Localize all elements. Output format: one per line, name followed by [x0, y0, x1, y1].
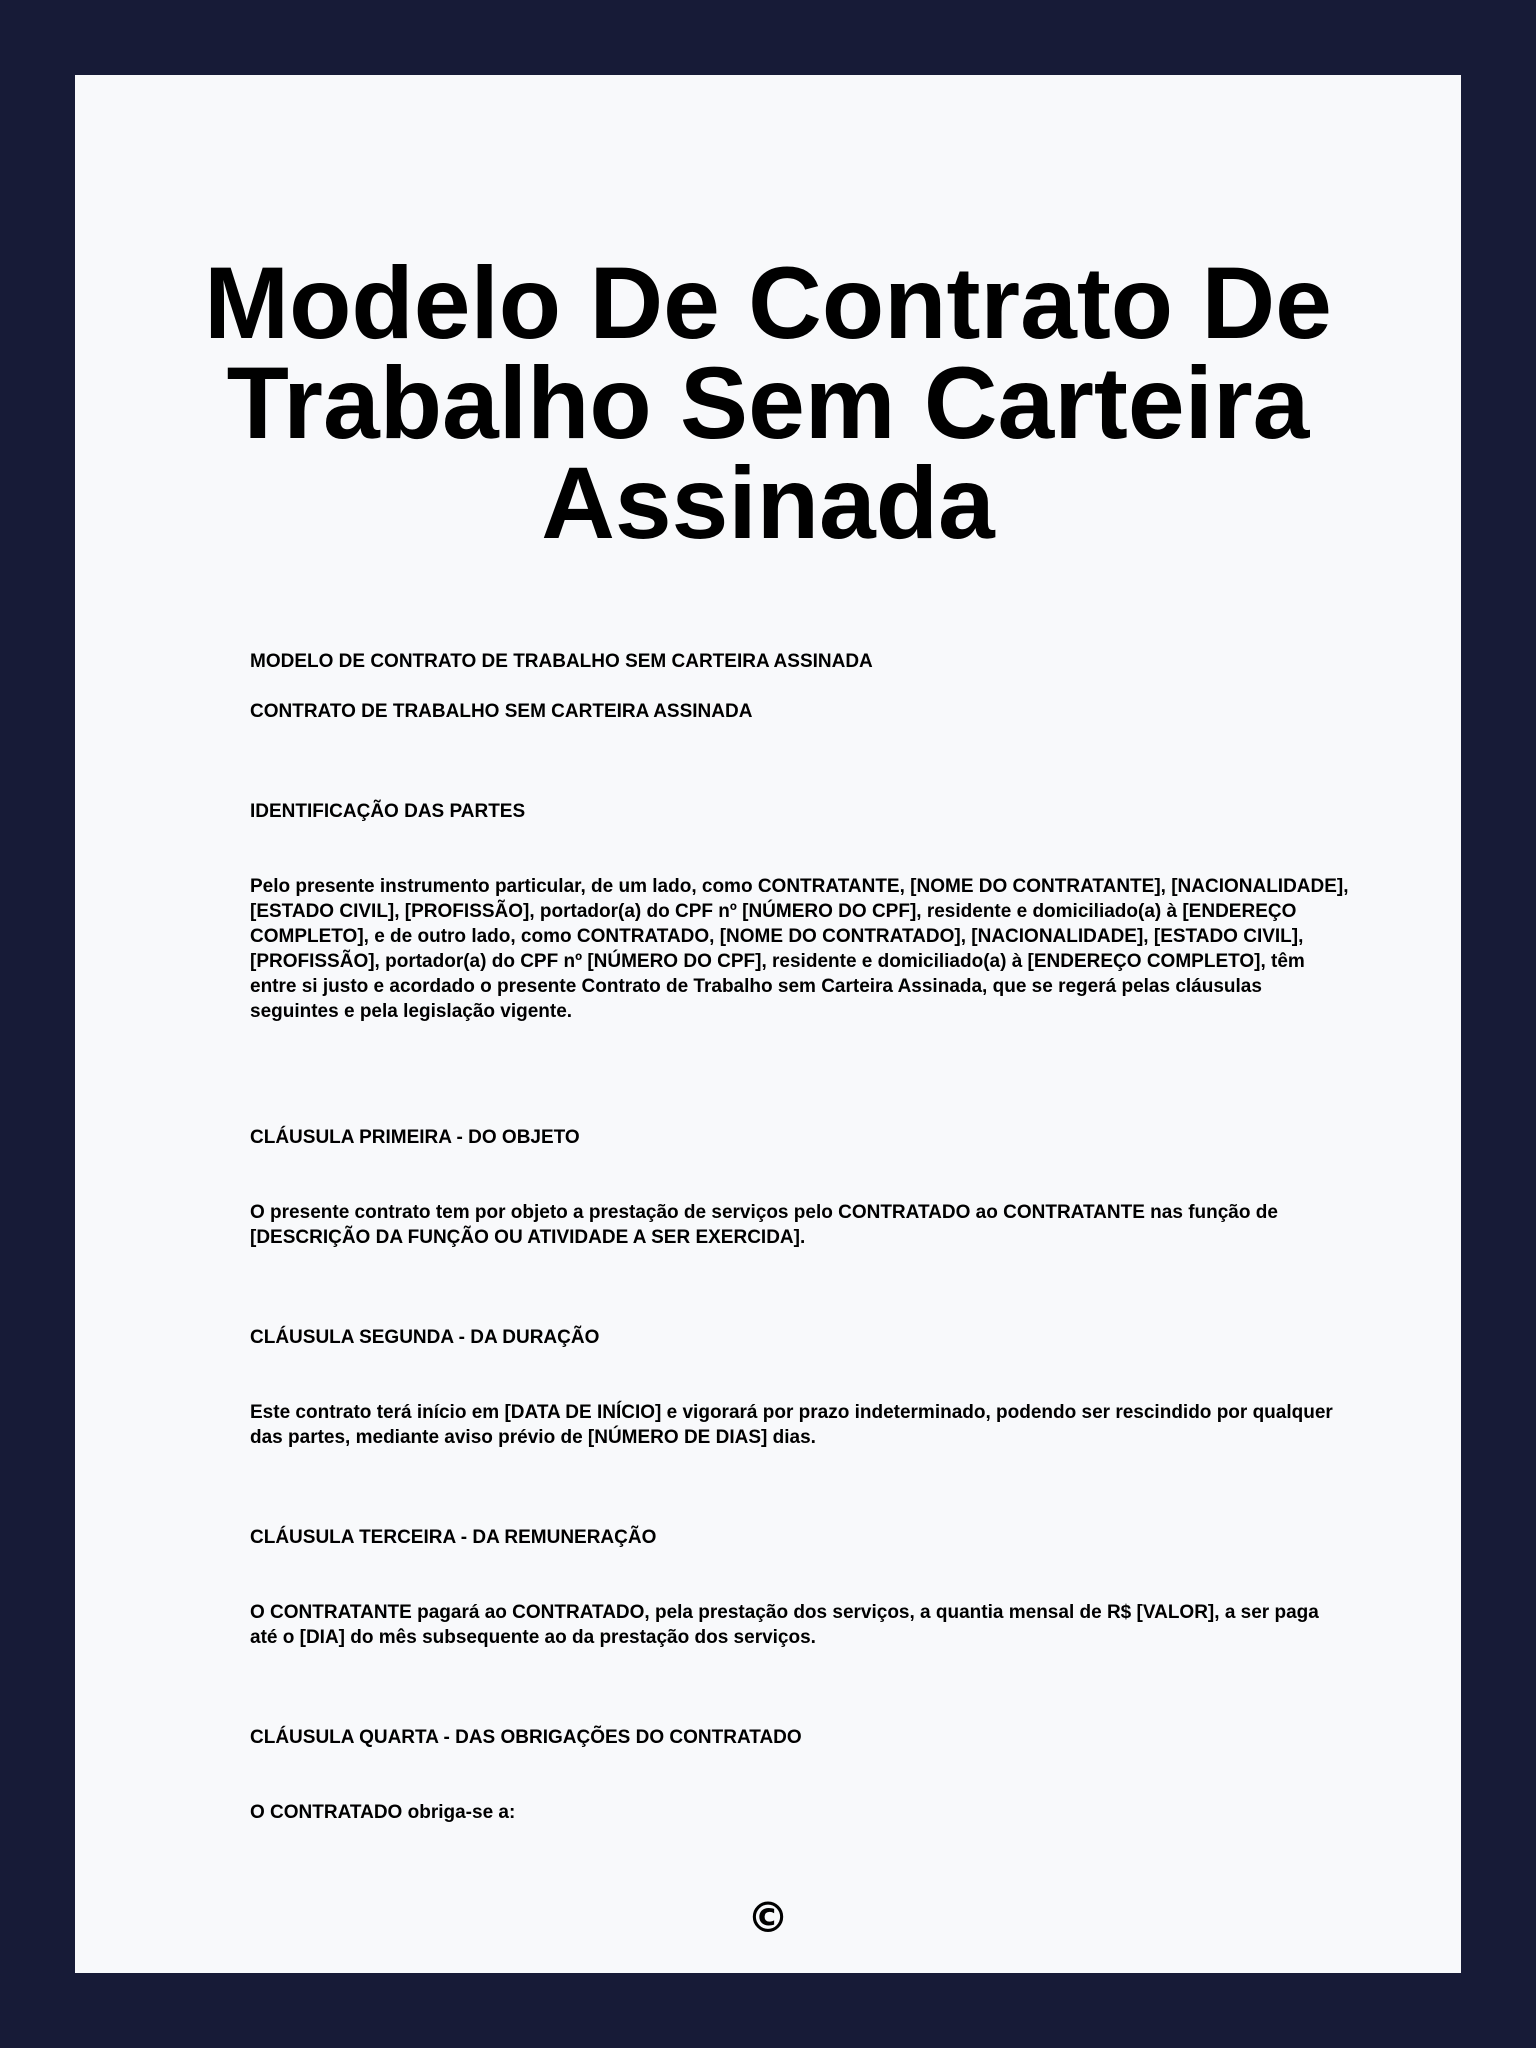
paragraph-parties: Pelo presente instrumento particular, de um lado, como CONTRATANTE, [NOME DO CONTRATANTE], [NACIONALIDADE], [ESTADO CIVIL], [PROFISSÃO], portador(a) do CPF nº [NÚMERO DO CPF], residente e domiciliado(a) à [ENDEREÇO COMPLETO], e de outro lado, como CONTRATADO, [NOME DO CONTRATADO], [NACIONALIDADE], [ESTADO CIVIL], [PROFISSÃO], portador(a) do CPF nº [NÚMERO DO CPF], residente e domiciliado(a) à [ENDEREÇO COMPLETO], têm entre si justo e acordado o presente Contrato de Trabalho sem Carteira Assinada, que se regerá pelas cláusulas seguintes e pela legislação vigente.	[250, 876, 1349, 1022]
document-title: Modelo De Contrato De Trabalho Sem Carteira Assinada	[204, 246, 1332, 560]
clause-heading-fourth: CLÁUSULA QUARTA - DAS OBRIGAÇÕES DO CONTRATADO	[250, 1727, 802, 1748]
paragraph-object: O presente contrato tem por objeto a prestação de serviços pelo CONTRATADO ao CONTRATANTE nas função de [DESCRIÇÃO DA FUNÇÃO OU ATIVIDADE A SER EXERCIDA].	[250, 1202, 1278, 1248]
clause-heading-first: CLÁUSULA PRIMEIRA - DO OBJETO	[250, 1127, 580, 1148]
document-heading: MODELO DE CONTRATO DE TRABALHO SEM CARTEIRA ASSINADA	[250, 651, 873, 672]
copyright-icon: ©	[747, 1893, 789, 1942]
clause-heading-second: CLÁUSULA SEGUNDA - DA DURAÇÃO	[250, 1327, 600, 1348]
paragraph-remuneration: O CONTRATANTE pagará ao CONTRATADO, pela prestação dos serviços, a quantia mensal de R$ [VALOR], a ser paga até o [DIA] do mês subsequente ao da prestação dos serviços.	[250, 1602, 1319, 1648]
clause-heading-third: CLÁUSULA TERCEIRA - DA REMUNERAÇÃO	[250, 1527, 657, 1548]
paragraph-duration: Este contrato terá início em [DATA DE INÍCIO] e vigorará por prazo indeterminado, podendo ser rescindido por qualquer das partes, mediante aviso prévio de [NÚMERO DE DIAS] dias.	[250, 1402, 1333, 1448]
document-page	[75, 75, 1461, 1973]
section-heading-parties: IDENTIFICAÇÃO DAS PARTES	[250, 801, 526, 822]
paragraph-obligations: O CONTRATADO obriga-se a:	[250, 1802, 516, 1823]
contract-heading: CONTRATO DE TRABALHO SEM CARTEIRA ASSINADA	[250, 701, 753, 722]
